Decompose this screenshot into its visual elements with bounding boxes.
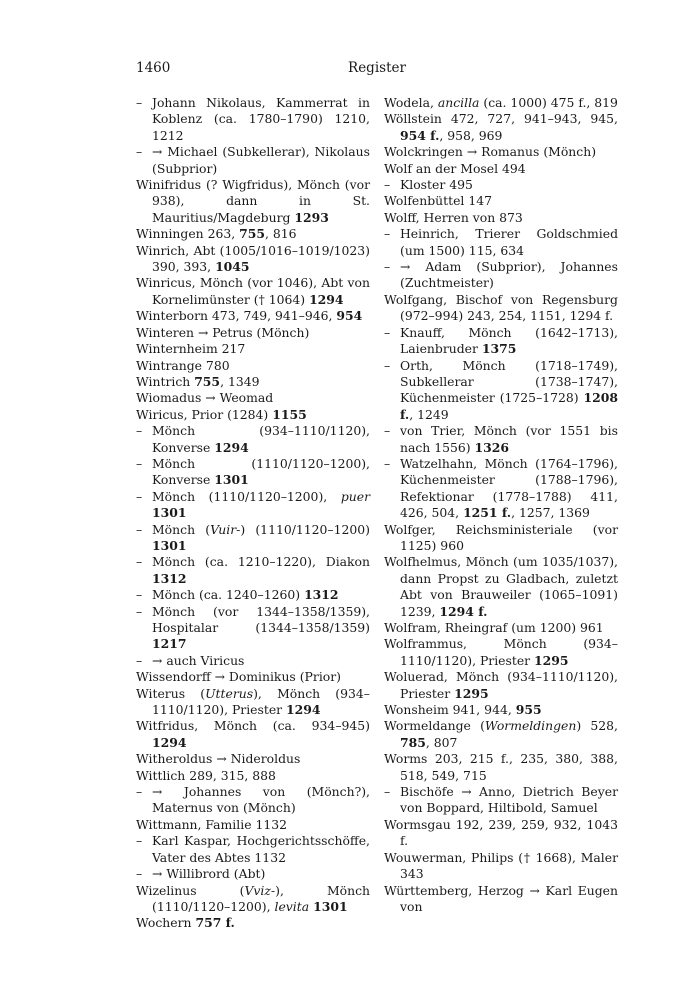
page-reference-main: 785: [400, 734, 426, 750]
index-entry: [136, 390, 370, 406]
page-reference-main: 1375: [481, 341, 517, 357]
index-subentry: [136, 423, 370, 456]
entry-text: Wintrange 780: [136, 357, 230, 373]
italic-term: Vviz-: [244, 882, 276, 898]
entry-text: Wodela,: [384, 95, 438, 110]
entry-text: Wonsheim 941, 944,: [384, 702, 516, 718]
index-subentry: [384, 259, 618, 292]
entry-text: Mönch (vor 1344–1358/1359), Hospitalar (1344–1358/1359): [152, 603, 370, 635]
page-number: 1460: [136, 60, 171, 76]
index-entry: [384, 669, 618, 702]
index-subentry: [136, 587, 370, 603]
index-entry: [136, 883, 370, 916]
entry-text: (ca. 1000) 475 f., 819: [479, 95, 618, 110]
entry-text: → auch Viricus: [152, 652, 245, 668]
entry-text: Orth, Mönch (1718–1749), Subkellerar (1738–1747), Küchenmeister (1725–1728): [400, 357, 618, 406]
index-entry: [384, 850, 618, 883]
index-subentry: [136, 866, 370, 882]
entry-text: Wolf an der Mosel 494: [384, 160, 526, 176]
index-entry: [384, 193, 618, 209]
entry-text: Wolfram, Rheingraf (um 1200) 961: [384, 620, 604, 635]
page-reference-main: 1312: [152, 570, 187, 586]
page-reference-main: 954 f.: [400, 127, 440, 143]
entry-text: Worms 203, 215 f., 235, 380, 388, 518, 549, 715: [384, 751, 618, 783]
entry-text: ) (1110/1120–1200): [240, 521, 370, 537]
page-reference-main: 1155: [272, 406, 307, 422]
entry-text: Winifridus (? Wigfridus), Mönch (vor 938), dann in St. Mauritius/Magdeburg: [136, 177, 370, 225]
index-entry: [136, 275, 370, 308]
entry-text: Wormeldange (: [384, 718, 485, 734]
italic-term: ancilla: [437, 95, 480, 110]
entry-text: Wolfhelmus, Mönch (um 1035/1037), dann Propst zu Gladbach, zuletzt Abt von Brauweiler (1065–1091) 1239,: [384, 554, 618, 619]
index-subentry: [384, 784, 618, 817]
page-reference-main: 1294: [309, 291, 344, 307]
entry-text: Wolckringen → Romanus (Mönch): [384, 144, 597, 160]
page-reference-main: 1295: [534, 652, 569, 668]
entry-text: ), Mönch (934–1110/1120), Priester: [152, 685, 370, 718]
index-subentry: [384, 226, 618, 259]
index-entry: [384, 883, 618, 916]
page-reference-main: 1326: [474, 439, 510, 455]
entry-text: Wiricus, Prior (1284): [136, 406, 273, 422]
entry-text: Württemberg, Herzog → Karl Eugen von: [384, 882, 618, 914]
index-entry: [136, 325, 370, 341]
index-entry: [136, 915, 370, 931]
page-reference-main: 755: [239, 226, 265, 242]
page-reference-main: 1301: [152, 537, 187, 553]
entry-text: Winningen 263,: [136, 226, 240, 242]
entry-text: Mönch (ca. 1210–1220), Diakon: [152, 554, 370, 570]
entry-text: Wolframmus, Mönch (934–1110/1120), Priester: [384, 636, 618, 668]
entry-text: Wormsgau 192, 239, 259, 932, 1043 f.: [384, 816, 618, 849]
page-reference-main: 954: [336, 308, 363, 324]
index-subentry: [136, 522, 370, 555]
entry-text: Winteren → Petrus (Mönch): [136, 324, 310, 340]
index-entry: [384, 702, 618, 718]
entry-text: , 807: [425, 734, 458, 750]
index-entry: [384, 292, 618, 325]
index-subentry: [384, 358, 618, 424]
index-entry: [136, 226, 370, 242]
entry-text: , 958, 969: [439, 127, 503, 143]
index-entry: [384, 144, 618, 160]
entry-text: Wöllstein 472, 727, 941–943, 945,: [384, 111, 618, 127]
entry-text: Heinrich, Trierer Goldschmied (um 1500) 115, 634: [400, 226, 618, 258]
index-subentry: [136, 95, 370, 144]
entry-text: ) 528,: [576, 718, 618, 734]
entry-text: Wolfgang, Bischof von Regensburg (972–994) 243, 254, 1151, 1294 f.: [384, 291, 618, 324]
index-entry: [384, 620, 618, 636]
entry-text: Witfridus, Mönch (ca. 934–945): [136, 718, 370, 734]
entry-text: Mönch (934–1110/1120), Konverse: [152, 423, 370, 455]
page-reference-main: 1301: [152, 505, 187, 521]
entry-text: Wiomadus → Weomad: [136, 390, 274, 406]
index-subentry: [136, 489, 370, 522]
entry-text: Wittmann, Familie 1132: [136, 816, 287, 832]
entry-text: Winricus, Mönch (vor 1046), Abt von Kornelimünster († 1064): [136, 275, 370, 307]
entry-text: Wolff, Herren von 873: [384, 209, 523, 225]
entry-text: Mönch (1110/1120–1200), Konverse: [152, 455, 370, 488]
index-entry: [136, 718, 370, 751]
italic-term: Utterus: [205, 685, 254, 701]
entry-text: Wolfenbüttel 147: [384, 193, 492, 209]
index-subentry: [384, 423, 618, 456]
entry-text: Wochern: [136, 915, 196, 931]
entry-text: → Johannes von (Mönch?), Maternus von (Mönch): [152, 784, 370, 816]
entry-text: Knauff, Mönch (1642–1713), Laienbruder: [400, 324, 618, 357]
entry-text: Kloster 495: [400, 177, 473, 193]
entry-text: Woluerad, Mönch (934–1110/1120), Priester: [384, 669, 618, 701]
italic-term: puer: [340, 488, 370, 504]
index-subentry: [384, 456, 618, 522]
entry-text: ), Mönch (1110/1120–1200),: [152, 882, 371, 914]
page-reference-main: 1294: [286, 702, 321, 718]
entry-text: Winterborn 473, 749, 941–946,: [136, 308, 337, 324]
page-reference-main: 1208 f.: [400, 390, 618, 422]
index-entry: [384, 751, 618, 784]
entry-text: Mönch (: [152, 521, 211, 537]
index-subentry: [136, 144, 370, 177]
page-reference-main: 1217: [152, 636, 187, 652]
entry-text: → Willibrord (Abt): [152, 866, 266, 882]
index-entry: [136, 817, 370, 833]
index-entry: [136, 374, 370, 390]
entry-text: , 1257, 1369: [511, 505, 590, 521]
entry-text: Wissendorff → Dominikus (Prior): [136, 669, 341, 685]
entry-text: Wouwerman, Philips († 1668), Maler 343: [384, 849, 618, 882]
index-entry: [136, 308, 370, 324]
index-entry: [136, 686, 370, 719]
italic-term: Wormeldingen: [484, 718, 577, 734]
index-entry: [384, 522, 618, 555]
entry-text: Wizelinus (: [136, 882, 245, 898]
page-reference-main: 1301: [214, 472, 249, 488]
index-entry: [384, 554, 618, 620]
index-entry: [384, 95, 618, 111]
index-entry: [136, 341, 370, 357]
entry-text: Karl Kaspar, Hochgerichtsschöffe, Vater des Abtes 1132: [152, 833, 370, 865]
index-subentry: [384, 325, 618, 358]
page-reference-main: 755: [194, 373, 221, 389]
index-subentry: [136, 554, 370, 587]
index-entry: [136, 177, 370, 226]
entry-text: → Adam (Subprior), Johannes (Zuchtmeister): [400, 259, 618, 291]
page-header: [136, 60, 618, 82]
index-subentry: [136, 456, 370, 489]
page-reference-main: 1295: [454, 685, 489, 701]
entry-text: Wittlich 289, 315, 888: [136, 767, 276, 783]
index-entry: [136, 407, 370, 423]
entry-text: Wintrich: [136, 373, 195, 389]
entry-text: Winternheim 217: [136, 341, 246, 357]
index-subentry: [136, 604, 370, 653]
page-reference-main: 1301: [313, 898, 348, 914]
index-subentry: [136, 833, 370, 866]
italic-term: levita: [274, 898, 310, 914]
page-reference-main: 955: [515, 702, 542, 718]
index-entry: [136, 358, 370, 374]
index-entry: [384, 210, 618, 226]
index-entry: [136, 669, 370, 685]
index-entry: [384, 636, 618, 669]
index-entry: [384, 718, 618, 751]
index-subentry: [136, 653, 370, 669]
page-reference-main: 1294: [214, 439, 249, 455]
entry-text: Mönch (1110/1120–1200),: [152, 488, 341, 504]
index-entry: [384, 161, 618, 177]
index-entry: [136, 751, 370, 767]
entry-text: Watzelhahn, Mönch (1764–1796), Küchenmeister (1788–1796), Refektionar (1778–1788) 411, 426, 504,: [400, 455, 618, 521]
entry-text: , 1349: [220, 373, 260, 389]
index-column-left: [136, 95, 370, 932]
entry-text: Bischöfe → Anno, Dietrich Beyer von Boppard, Hiltibold, Samuel: [400, 784, 618, 816]
index-column-right: [384, 95, 618, 915]
entry-text: Witheroldus → Nideroldus: [136, 751, 301, 767]
entry-text: Winrich, Abt (1005/1016–1019/1023) 390, 393,: [136, 242, 370, 275]
page-reference-main: 757 f.: [195, 915, 235, 931]
page-reference-main: 1312: [304, 587, 339, 603]
entry-text: , 1249: [409, 406, 449, 422]
index-entry: [384, 111, 618, 144]
page-reference-main: 1045: [215, 259, 250, 275]
index-entry: [384, 817, 618, 850]
entry-text: → Michael (Subkellerar), Nikolaus (Subprior): [152, 144, 370, 176]
index-entry: [136, 768, 370, 784]
page-reference-main: 1251 f.: [463, 505, 512, 521]
page-reference-main: 1294: [152, 734, 187, 750]
running-title: Register: [348, 60, 406, 76]
entry-text: von Trier, Mönch (vor 1551 bis nach 1556): [400, 423, 618, 455]
italic-term: Vuir-: [210, 521, 241, 537]
index-subentry: [384, 177, 618, 193]
entry-text: Wolfger, Reichsministeriale (vor 1125) 960: [384, 521, 618, 553]
page-reference-main: 1294 f.: [439, 603, 488, 619]
index-entry: [136, 243, 370, 276]
entry-text: Witerus (: [136, 685, 206, 701]
entry-text: Mönch (ca. 1240–1260): [152, 587, 305, 603]
page-reference-main: 1293: [294, 209, 329, 225]
entry-text: , 816: [264, 226, 297, 242]
entry-text: Johann Nikolaus, Kammerrat in Koblenz (ca. 1780–1790) 1210, 1212: [152, 95, 370, 143]
index-subentry: [136, 784, 370, 817]
